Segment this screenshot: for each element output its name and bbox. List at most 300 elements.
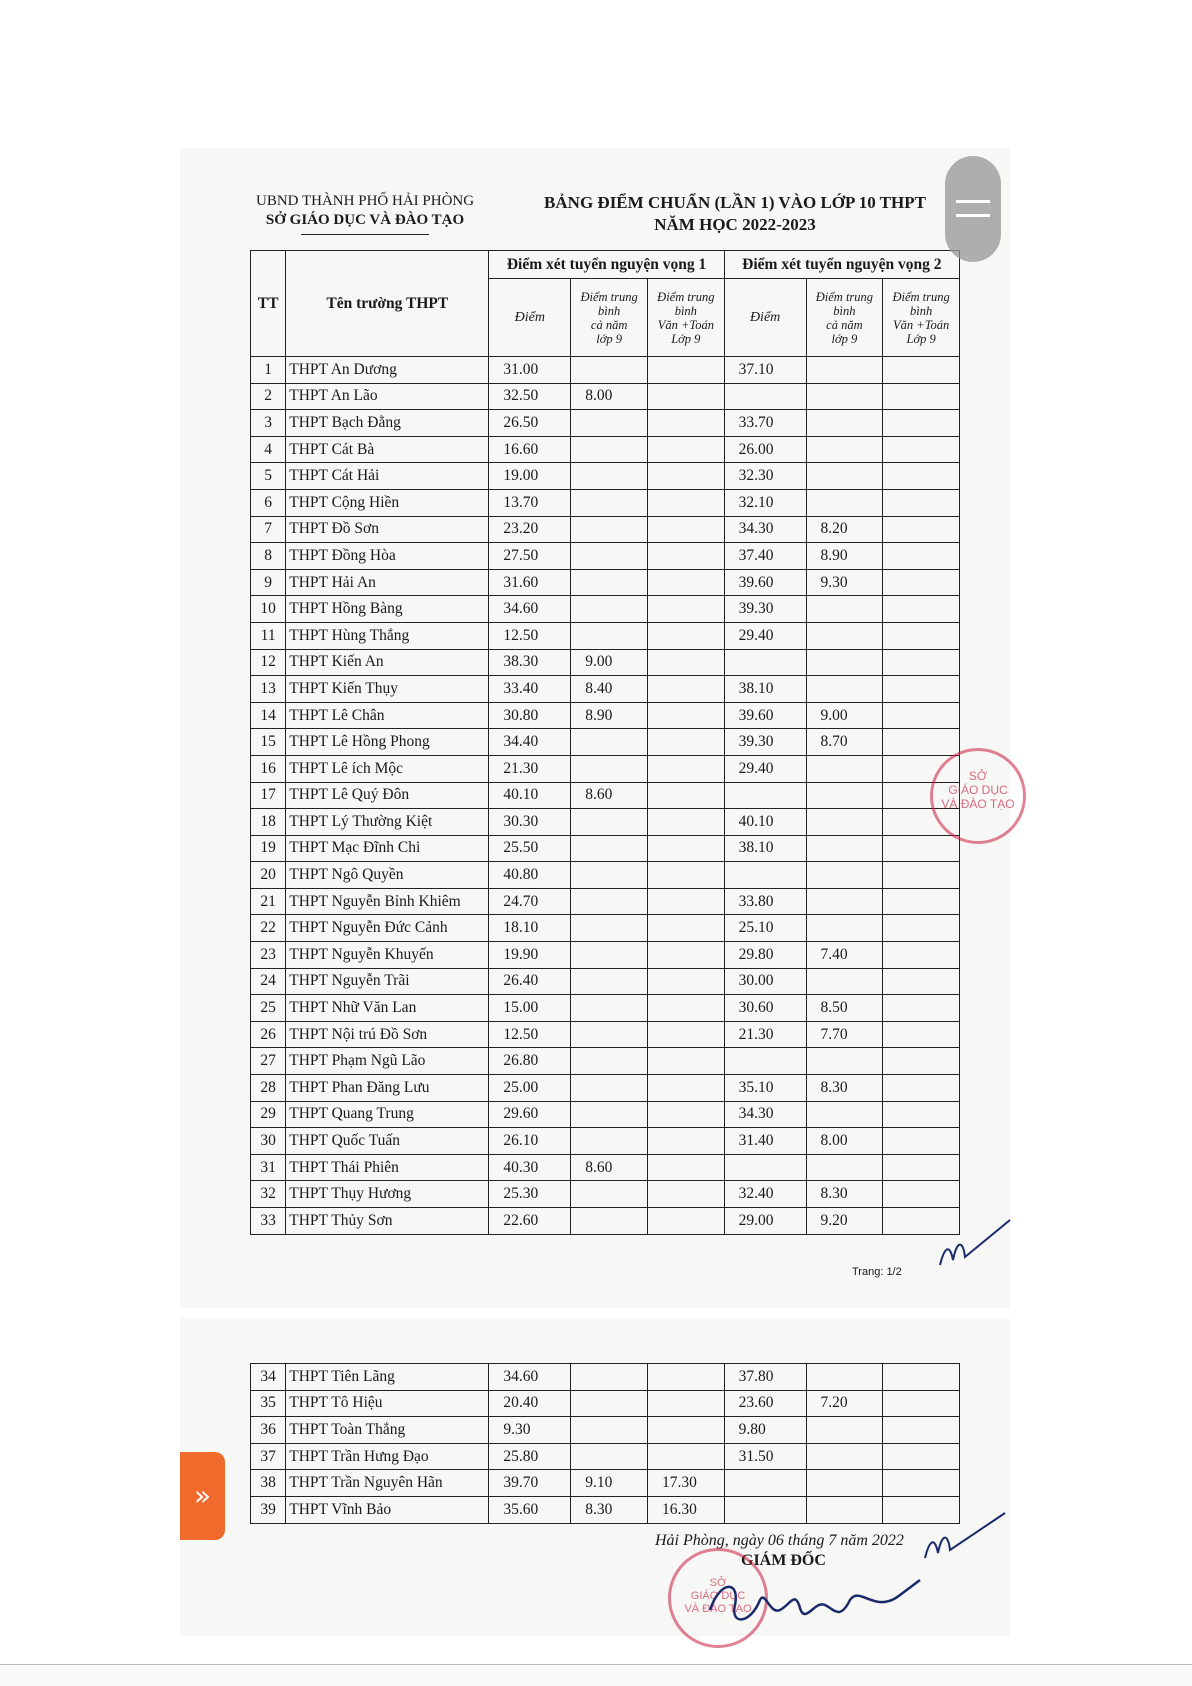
official-seal-stamp: SỞ GIÁO DỤC VÀ ĐÀO TẠO [930, 748, 1026, 844]
cell-school-name: THPT Lê Hồng Phong [286, 729, 489, 756]
cell-nv2-lit-math [883, 1443, 960, 1470]
cell-school-name: THPT Vĩnh Bảo [286, 1496, 489, 1523]
cell-nv1-score: 26.40 [489, 968, 571, 995]
cell-nv1-score: 40.10 [489, 782, 571, 809]
cell-nv2-lit-math [883, 596, 960, 623]
cell-nv2-score: 9.80 [724, 1417, 806, 1444]
cell-nv1-gpa [571, 968, 648, 995]
cell-school-name: THPT An Lão [286, 383, 489, 410]
cell-nv2-score: 40.10 [724, 809, 806, 836]
cell-nv2-score: 32.30 [724, 463, 806, 490]
cell-nv1-score: 30.80 [489, 702, 571, 729]
cell-nv2-lit-math [883, 1075, 960, 1102]
cell-nv2-score: 38.10 [724, 676, 806, 703]
cell-nv1-gpa: 8.40 [571, 676, 648, 703]
cell-nv1-gpa [571, 569, 648, 596]
cell-nv1-score: 35.60 [489, 1496, 571, 1523]
cell-nv2-lit-math [883, 357, 960, 384]
page-number-label: Trang: 1/2 [852, 1266, 902, 1278]
cell-nv2-score: 30.00 [724, 968, 806, 995]
cell-nv1-lit-math [647, 463, 724, 490]
cell-nv1-score: 27.50 [489, 543, 571, 570]
cell-nv1-gpa [571, 1364, 648, 1391]
cell-nv1-gpa: 8.60 [571, 1154, 648, 1181]
cell-nv1-score: 25.80 [489, 1443, 571, 1470]
cell-tt: 26 [251, 1021, 286, 1048]
expand-side-panel-button[interactable] [180, 1452, 225, 1540]
cell-nv1-lit-math [647, 968, 724, 995]
cell-nv2-gpa [806, 463, 883, 490]
cell-nv1-score: 34.60 [489, 1364, 571, 1391]
cell-nv1-lit-math [647, 383, 724, 410]
cell-nv2-score [724, 782, 806, 809]
cell-nv1-score: 26.50 [489, 410, 571, 437]
cell-nv2-lit-math [883, 888, 960, 915]
cell-nv2-lit-math [883, 1181, 960, 1208]
cell-school-name: THPT Nguyễn Trãi [286, 968, 489, 995]
cell-nv1-lit-math [647, 755, 724, 782]
cell-nv2-lit-math [883, 729, 960, 756]
cell-nv1-score: 19.90 [489, 942, 571, 969]
cell-nv1-lit-math [647, 1048, 724, 1075]
cell-nv1-gpa: 8.60 [571, 782, 648, 809]
cell-nv1-lit-math [647, 888, 724, 915]
cell-nv1-lit-math [647, 1443, 724, 1470]
cell-school-name: THPT Thái Phiên [286, 1154, 489, 1181]
cell-tt: 36 [251, 1417, 286, 1444]
cell-school-name: THPT Hồng Bàng [286, 596, 489, 623]
cell-nv1-score: 33.40 [489, 676, 571, 703]
cell-tt: 1 [251, 357, 286, 384]
cell-nv2-lit-math [883, 676, 960, 703]
cell-tt: 24 [251, 968, 286, 995]
cell-nv2-score: 37.80 [724, 1364, 806, 1391]
cell-nv1-gpa [571, 622, 648, 649]
cell-nv1-gpa [571, 463, 648, 490]
cell-school-name: THPT Nguyễn Đức Cảnh [286, 915, 489, 942]
cell-nv1-lit-math [647, 596, 724, 623]
admission-score-table [250, 250, 960, 1235]
cell-nv1-score: 32.50 [489, 383, 571, 410]
cell-nv2-gpa [806, 782, 883, 809]
cell-tt: 23 [251, 942, 286, 969]
cell-nv2-score: 37.10 [724, 357, 806, 384]
cell-school-name: THPT Cộng Hiền [286, 489, 489, 516]
cell-nv2-score: 32.10 [724, 489, 806, 516]
cell-nv1-gpa [571, 809, 648, 836]
cell-tt: 13 [251, 676, 286, 703]
cell-nv1-lit-math [647, 569, 724, 596]
cell-nv1-gpa [571, 516, 648, 543]
cell-nv2-score [724, 383, 806, 410]
cell-nv2-gpa: 8.70 [806, 729, 883, 756]
cell-nv2-lit-math [883, 463, 960, 490]
cell-nv1-gpa: 9.00 [571, 649, 648, 676]
cell-nv2-lit-math [883, 1048, 960, 1075]
cell-nv1-gpa [571, 862, 648, 889]
cell-nv1-gpa [571, 1101, 648, 1128]
cell-nv2-gpa [806, 1364, 883, 1391]
cell-tt: 30 [251, 1128, 286, 1155]
cell-nv2-lit-math [883, 702, 960, 729]
cell-tt: 22 [251, 915, 286, 942]
cell-nv2-lit-math [883, 516, 960, 543]
cell-nv2-gpa [806, 489, 883, 516]
cell-nv2-gpa: 7.70 [806, 1021, 883, 1048]
cell-tt: 16 [251, 755, 286, 782]
table-row [251, 1470, 960, 1497]
cell-nv1-score: 25.50 [489, 835, 571, 862]
cell-school-name: THPT Cát Bà [286, 436, 489, 463]
cell-nv2-gpa [806, 915, 883, 942]
cell-nv1-lit-math [647, 1390, 724, 1417]
cell-nv2-score: 29.40 [724, 755, 806, 782]
cell-tt: 35 [251, 1390, 286, 1417]
cell-nv1-score: 18.10 [489, 915, 571, 942]
table-row [251, 596, 960, 623]
title-line-2: NĂM HỌC 2022-2023 [654, 215, 816, 234]
cell-school-name: THPT Nhữ Văn Lan [286, 995, 489, 1022]
cell-school-name: THPT Quốc Tuấn [286, 1128, 489, 1155]
cell-tt: 2 [251, 383, 286, 410]
table-row [251, 1075, 960, 1102]
table-row [251, 1364, 960, 1391]
cell-nv1-gpa [571, 1021, 648, 1048]
cell-nv2-score: 25.10 [724, 915, 806, 942]
cell-nv1-gpa [571, 835, 648, 862]
cell-nv2-gpa: 9.30 [806, 569, 883, 596]
table-row [251, 1496, 960, 1523]
header-divider [301, 234, 429, 235]
cell-nv2-gpa: 9.00 [806, 702, 883, 729]
cell-nv2-lit-math [883, 862, 960, 889]
cell-nv1-score: 34.60 [489, 596, 571, 623]
cell-nv2-gpa: 8.30 [806, 1181, 883, 1208]
cell-nv2-lit-math [883, 622, 960, 649]
header-nv2-gpa: Điểm trung bình cả năm lớp 9 [806, 279, 883, 357]
header-school-name: Tên trường THPT [286, 251, 489, 357]
cell-tt: 34 [251, 1364, 286, 1391]
signature-seal-stamp: SỞ GIÁO DỤC VÀ ĐÀO TẠO [668, 1548, 768, 1648]
cell-nv1-gpa [571, 357, 648, 384]
cell-nv2-gpa [806, 1443, 883, 1470]
cell-nv1-gpa [571, 888, 648, 915]
cell-nv2-lit-math [883, 1390, 960, 1417]
cell-nv1-lit-math [647, 436, 724, 463]
table-row [251, 1417, 960, 1444]
cell-nv1-lit-math [647, 357, 724, 384]
cell-nv1-lit-math [647, 516, 724, 543]
viewer-bottom-bar [0, 1664, 1192, 1686]
header-nv2-score: Điểm [724, 279, 806, 357]
cell-nv2-lit-math [883, 410, 960, 437]
cell-tt: 29 [251, 1101, 286, 1128]
cell-nv2-score: 21.30 [724, 1021, 806, 1048]
cell-nv1-lit-math: 16.30 [647, 1496, 724, 1523]
table-row [251, 569, 960, 596]
org-line-2: SỞ GIÁO DỤC VÀ ĐÀO TẠO [265, 212, 465, 228]
cell-nv2-score [724, 862, 806, 889]
cell-nv2-score: 33.70 [724, 410, 806, 437]
cell-nv2-gpa [806, 649, 883, 676]
cell-nv1-gpa [571, 729, 648, 756]
cell-nv2-gpa [806, 436, 883, 463]
cell-school-name: THPT Trần Nguyên Hãn [286, 1470, 489, 1497]
cell-nv1-score: 30.30 [489, 809, 571, 836]
cell-nv2-gpa [806, 835, 883, 862]
cell-nv2-lit-math [883, 543, 960, 570]
header-nv1-lit-math: Điểm trung bình Văn +Toán Lớp 9 [647, 279, 724, 357]
cell-school-name: THPT Đồng Hòa [286, 543, 489, 570]
cell-nv2-lit-math [883, 1021, 960, 1048]
cell-nv2-lit-math [883, 915, 960, 942]
cell-nv2-score: 39.30 [724, 729, 806, 756]
cell-school-name: THPT Tiên Lãng [286, 1364, 489, 1391]
cell-school-name: THPT Phan Đăng Lưu [286, 1075, 489, 1102]
cell-school-name: THPT Kiến Thụy [286, 676, 489, 703]
header-tt: TT [251, 251, 286, 357]
cell-nv2-score: 29.00 [724, 1208, 806, 1235]
cell-nv1-lit-math [647, 1417, 724, 1444]
cell-nv2-gpa [806, 809, 883, 836]
cell-tt: 6 [251, 489, 286, 516]
cell-nv2-score [724, 1496, 806, 1523]
cell-nv1-lit-math [647, 1101, 724, 1128]
cell-nv1-lit-math [647, 543, 724, 570]
cell-nv2-score: 30.60 [724, 995, 806, 1022]
cell-school-name: THPT Toàn Thắng [286, 1417, 489, 1444]
cell-school-name: THPT Thủy Sơn [286, 1208, 489, 1235]
cell-school-name: THPT Bạch Đằng [286, 410, 489, 437]
cell-nv1-score: 29.60 [489, 1101, 571, 1128]
cell-nv1-score: 19.00 [489, 463, 571, 490]
cell-nv2-gpa [806, 755, 883, 782]
cell-tt: 8 [251, 543, 286, 570]
cell-nv2-score: 29.40 [724, 622, 806, 649]
cell-tt: 3 [251, 410, 286, 437]
cell-tt: 19 [251, 835, 286, 862]
table-row [251, 489, 960, 516]
cell-nv2-lit-math [883, 569, 960, 596]
table-row [251, 357, 960, 384]
cell-nv2-lit-math [883, 489, 960, 516]
cell-nv2-gpa [806, 1101, 883, 1128]
cell-nv2-lit-math [883, 942, 960, 969]
cell-nv1-lit-math [647, 1128, 724, 1155]
cell-nv1-score: 12.50 [489, 1021, 571, 1048]
cell-tt: 21 [251, 888, 286, 915]
cell-school-name: THPT Tô Hiệu [286, 1390, 489, 1417]
cell-nv2-score: 34.30 [724, 1101, 806, 1128]
cell-tt: 17 [251, 782, 286, 809]
table-body-page-2 [251, 1364, 960, 1524]
cell-school-name: THPT Lý Thường Kiệt [286, 809, 489, 836]
cell-nv1-lit-math [647, 702, 724, 729]
cell-nv2-gpa [806, 862, 883, 889]
cell-nv1-gpa [571, 1181, 648, 1208]
cell-tt: 12 [251, 649, 286, 676]
cell-nv1-gpa [571, 1417, 648, 1444]
cell-nv2-score: 31.50 [724, 1443, 806, 1470]
cell-nv2-lit-math [883, 1470, 960, 1497]
cell-nv2-score: 37.40 [724, 543, 806, 570]
cell-nv2-gpa: 8.50 [806, 995, 883, 1022]
cell-nv1-score: 9.30 [489, 1417, 571, 1444]
cell-nv1-lit-math [647, 809, 724, 836]
cell-school-name: THPT Thụy Hương [286, 1181, 489, 1208]
table-row [251, 995, 960, 1022]
table-row [251, 1181, 960, 1208]
cell-nv2-gpa [806, 622, 883, 649]
cell-school-name: THPT Lê Quý Đôn [286, 782, 489, 809]
cell-nv2-score: 26.00 [724, 436, 806, 463]
cell-school-name: THPT Đồ Sơn [286, 516, 489, 543]
header-nv2-lit-math: Điểm trung bình Văn +Toán Lớp 9 [883, 279, 960, 357]
cell-nv1-lit-math [647, 1181, 724, 1208]
table-row [251, 676, 960, 703]
cell-nv1-score: 12.50 [489, 622, 571, 649]
cell-nv1-lit-math [647, 835, 724, 862]
table-row [251, 1021, 960, 1048]
cell-school-name: THPT Kiến An [286, 649, 489, 676]
table-row [251, 383, 960, 410]
cell-nv1-lit-math [647, 1021, 724, 1048]
cell-school-name: THPT An Dương [286, 357, 489, 384]
cell-nv1-lit-math [647, 862, 724, 889]
header-aspiration-1: Điểm xét tuyển nguyện vọng 1 [489, 251, 724, 279]
table-row [251, 968, 960, 995]
cell-tt: 11 [251, 622, 286, 649]
cell-nv2-gpa [806, 1496, 883, 1523]
signature-date: Hải Phòng, ngày 06 tháng 7 năm 2022 [655, 1532, 904, 1549]
cell-nv2-gpa: 9.20 [806, 1208, 883, 1235]
cell-nv2-lit-math [883, 649, 960, 676]
cell-nv2-score: 39.60 [724, 569, 806, 596]
table-row [251, 1154, 960, 1181]
cell-nv1-gpa: 9.10 [571, 1470, 648, 1497]
header-nv1-score: Điểm [489, 279, 571, 357]
cell-nv2-score [724, 1470, 806, 1497]
cell-nv1-score: 40.30 [489, 1154, 571, 1181]
cell-tt: 31 [251, 1154, 286, 1181]
cell-nv1-score: 26.80 [489, 1048, 571, 1075]
cell-nv2-gpa: 8.20 [806, 516, 883, 543]
table-row [251, 888, 960, 915]
cell-nv1-lit-math [647, 489, 724, 516]
cell-nv1-lit-math [647, 1364, 724, 1391]
cell-nv2-gpa [806, 676, 883, 703]
cell-school-name: THPT Nguyễn Bỉnh Khiêm [286, 888, 489, 915]
cell-nv1-gpa [571, 436, 648, 463]
cell-nv1-lit-math [647, 1208, 724, 1235]
table-row [251, 1048, 960, 1075]
cell-nv1-gpa [571, 995, 648, 1022]
cell-school-name: THPT Lê Chân [286, 702, 489, 729]
table-row [251, 463, 960, 490]
cell-nv1-score: 39.70 [489, 1470, 571, 1497]
cell-tt: 38 [251, 1470, 286, 1497]
cell-school-name: THPT Nội trú Đồ Sơn [286, 1021, 489, 1048]
table-body-page-1 [251, 357, 960, 1235]
table-row [251, 942, 960, 969]
cell-tt: 32 [251, 1181, 286, 1208]
cell-nv1-lit-math [647, 649, 724, 676]
cell-nv1-score: 24.70 [489, 888, 571, 915]
table-row [251, 622, 960, 649]
cell-nv1-score: 26.10 [489, 1128, 571, 1155]
header-nv1-gpa: Điểm trung bình cả năm lớp 9 [571, 279, 648, 357]
cell-nv1-gpa [571, 543, 648, 570]
initials-mark [935, 1215, 1015, 1275]
cell-nv2-gpa [806, 357, 883, 384]
cell-nv2-gpa [806, 1470, 883, 1497]
cell-nv2-lit-math [883, 1154, 960, 1181]
cell-nv2-gpa [806, 383, 883, 410]
table-row [251, 516, 960, 543]
cell-nv2-gpa: 7.40 [806, 942, 883, 969]
cell-nv2-lit-math [883, 383, 960, 410]
cell-nv2-score: 34.30 [724, 516, 806, 543]
cell-nv1-lit-math [647, 782, 724, 809]
cell-nv2-score: 39.30 [724, 596, 806, 623]
cell-tt: 25 [251, 995, 286, 1022]
cell-nv2-gpa [806, 1154, 883, 1181]
cell-nv2-lit-math [883, 835, 960, 862]
cell-school-name: THPT Phạm Ngũ Lão [286, 1048, 489, 1075]
cell-nv2-score: 29.80 [724, 942, 806, 969]
cell-school-name: THPT Mạc Đĩnh Chi [286, 835, 489, 862]
table-row [251, 1208, 960, 1235]
table-row [251, 782, 960, 809]
cell-nv2-score: 39.60 [724, 702, 806, 729]
cell-nv2-score: 23.60 [724, 1390, 806, 1417]
cell-nv1-gpa [571, 942, 648, 969]
cell-nv1-gpa [571, 596, 648, 623]
cell-tt: 14 [251, 702, 286, 729]
cell-nv1-gpa: 8.90 [571, 702, 648, 729]
cell-nv1-gpa [571, 915, 648, 942]
cell-nv1-gpa [571, 1048, 648, 1075]
cell-nv2-lit-math [883, 968, 960, 995]
cell-nv2-gpa [806, 968, 883, 995]
cell-nv1-lit-math [647, 729, 724, 756]
cell-school-name: THPT Nguyễn Khuyến [286, 942, 489, 969]
cell-school-name: THPT Trần Hưng Đạo [286, 1443, 489, 1470]
cell-nv1-lit-math: 17.30 [647, 1470, 724, 1497]
cell-nv1-gpa [571, 1443, 648, 1470]
cell-school-name: THPT Hải An [286, 569, 489, 596]
cell-nv2-gpa: 8.00 [806, 1128, 883, 1155]
cell-tt: 27 [251, 1048, 286, 1075]
table-row [251, 702, 960, 729]
cell-nv2-lit-math [883, 995, 960, 1022]
cell-nv2-score: 33.80 [724, 888, 806, 915]
cell-nv2-score [724, 649, 806, 676]
cell-nv2-gpa: 8.30 [806, 1075, 883, 1102]
cell-nv2-lit-math [883, 1364, 960, 1391]
cell-nv1-gpa [571, 755, 648, 782]
cell-tt: 4 [251, 436, 286, 463]
cell-nv2-lit-math [883, 1128, 960, 1155]
cell-school-name: THPT Cát Hải [286, 463, 489, 490]
signature-role: GIÁM ĐỐC [741, 1552, 826, 1569]
cell-tt: 15 [251, 729, 286, 756]
cell-nv2-score: 35.10 [724, 1075, 806, 1102]
viewer-menu-button[interactable] [945, 156, 1001, 262]
title-line-1: BẢNG ĐIỂM CHUẨN (LẦN 1) VÀO LỚP 10 THPT [544, 193, 926, 212]
cell-nv2-score: 32.40 [724, 1181, 806, 1208]
cell-tt: 28 [251, 1075, 286, 1102]
